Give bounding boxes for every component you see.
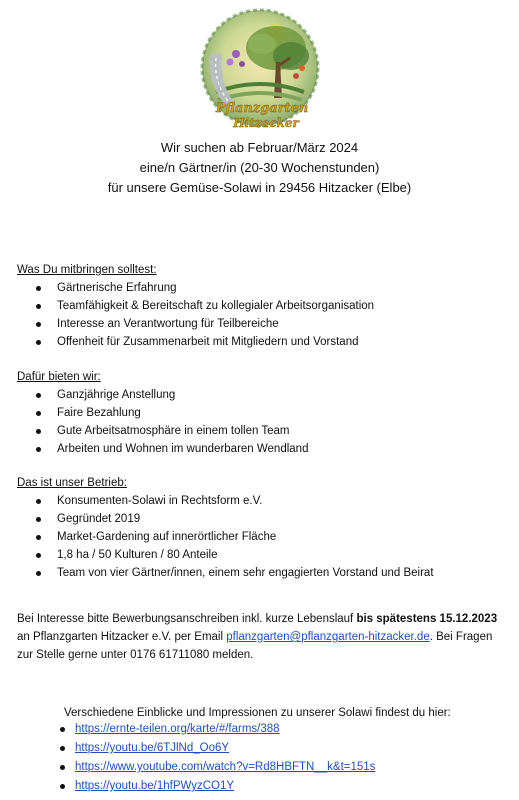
list-item: Gute Arbeitsatmosphäre in einem tollen Team <box>17 422 507 440</box>
link-youtube-2[interactable]: https://www.youtube.com/watch?v=Rd8HBFTN__k&t=151s <box>75 761 376 773</box>
application-paragraph <box>17 610 512 664</box>
links-intro: Verschiedene Einblicke und Impressionen zu unserer Solawi findest du hier: <box>64 707 451 719</box>
list-item <box>17 777 375 796</box>
pflanzgarten-logo <box>196 6 324 134</box>
link-youtube-1[interactable]: https://youtu.be/6TJlNd_Oo6Y <box>75 742 230 754</box>
requirements-title: Was Du mitbringen solltest: <box>17 264 157 276</box>
list-item: Ganzjährige Anstellung <box>17 386 507 404</box>
list-item: Konsumenten-Solawi in Rechtsform e.V. <box>17 492 507 510</box>
list-item <box>17 758 375 777</box>
application-text: . Bei Fragen <box>429 631 493 643</box>
list-item: Team von vier Gärtner/innen, einem sehr engagierten Vorstand und Beirat <box>17 564 507 582</box>
list-item: Gegründet 2019 <box>17 510 507 528</box>
list-item: Arbeiten und Wohnen im wunderbaren Wendland <box>17 440 507 458</box>
list-item: Teamfähigkeit & Bereitschaft zu kollegialer Arbeitsorganisation <box>17 297 507 315</box>
offer-list <box>17 386 507 458</box>
list-item <box>17 720 375 739</box>
offer-section <box>17 368 507 458</box>
logo-graphic <box>196 6 324 134</box>
offer-title: Dafür bieten wir: <box>17 371 101 383</box>
list-item: Faire Bezahlung <box>17 404 507 422</box>
company-title: Das ist unser Betrieb: <box>17 477 127 489</box>
requirements-list <box>17 279 507 351</box>
application-deadline: bis spätestens 15.12.2023 <box>356 613 498 625</box>
list-item: Offenheit für Zusammenarbeit mit Mitgliedern und Vorstand <box>17 333 507 351</box>
intro-line-3: für unsere Gemüse-Solawi in 29456 Hitzacker (Elbe) <box>107 180 412 195</box>
link-ernte-teilen[interactable]: https://ernte-teilen.org/karte/#/farms/388 <box>75 723 280 735</box>
list-item: Interesse an Verantwortung für Teilbereiche <box>17 315 507 333</box>
logo-text-line2: Hitzacker <box>233 116 299 130</box>
logo-text-line1: Pflanzgarten <box>215 101 309 116</box>
link-youtube-3[interactable]: https://youtu.be/1hfPWyzCO1Y <box>75 780 235 792</box>
links-list <box>17 720 375 796</box>
intro-line-1: Wir suchen ab Februar/März 2024 <box>160 140 359 155</box>
email-link[interactable]: pflanzgarten@pflanzgarten-hitzacker.de <box>226 631 430 643</box>
application-line-2 <box>17 628 512 646</box>
company-section <box>17 474 507 582</box>
list-item: Gärtnerische Erfahrung <box>17 279 507 297</box>
list-item <box>17 739 375 758</box>
application-text: Bei Interesse bitte Bewerbungsanschreiben inkl. kurze Lebenslauf <box>17 613 357 625</box>
intro-line-2: eine/n Gärtner/in (20-30 Wochenstunden) <box>139 160 380 175</box>
list-item: 1,8 ha / 50 Kulturen / 80 Anteile <box>17 546 507 564</box>
job-intro <box>0 138 519 198</box>
company-list <box>17 492 507 582</box>
list-item: Market-Gardening auf innerörtlicher Fläche <box>17 528 507 546</box>
requirements-section <box>17 261 507 351</box>
application-line-1 <box>17 610 512 628</box>
application-line-3: zur Stelle gerne unter 0176 61711080 melden. <box>17 649 254 661</box>
application-text: an Pflanzgarten Hitzacker e.V. per Email <box>17 631 227 643</box>
